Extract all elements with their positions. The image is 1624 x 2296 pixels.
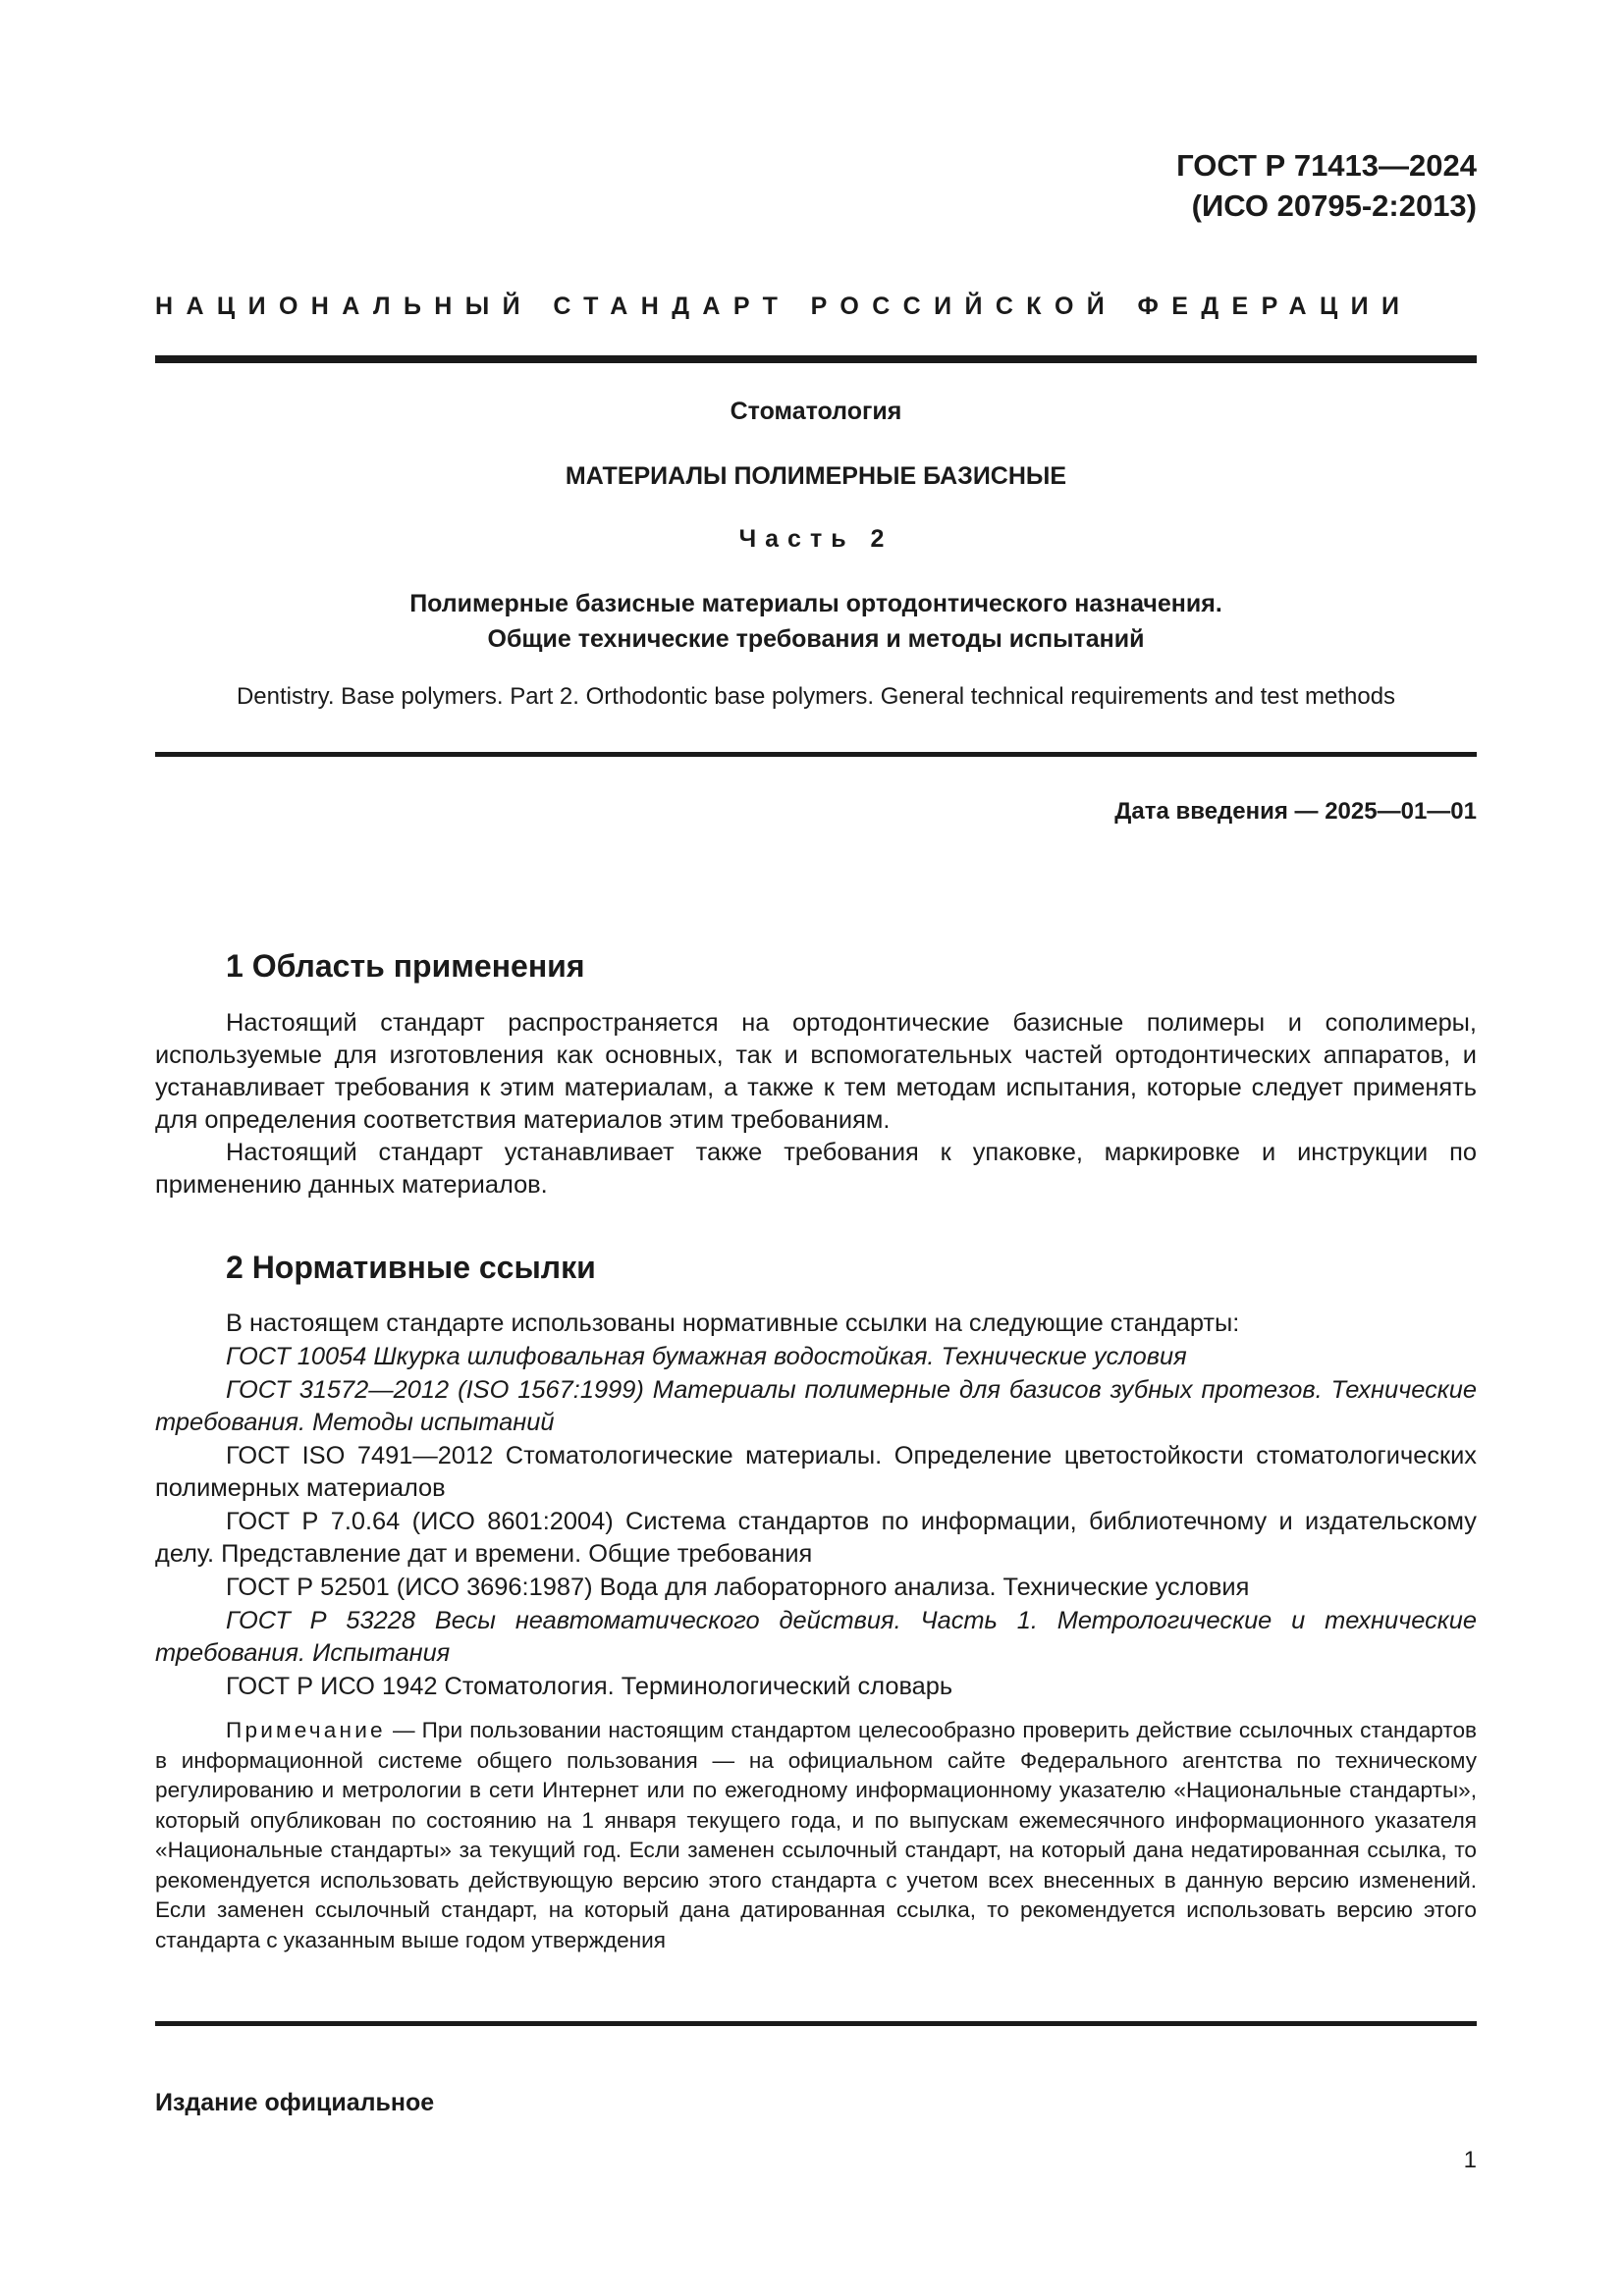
reference-item: ГОСТ ISO 7491—2012 Стоматологические материалы. Определение цветостойкости стоматологических полимерных материалов	[155, 1442, 1477, 1502]
section-2-heading: 2 Нормативные ссылки	[226, 1250, 596, 1285]
reference-item: ГОСТ 10054 Шкурка шлифовальная бумажная водостойкая. Технические условия	[226, 1343, 1187, 1370]
iso-number: (ИСО 20795-2:2013)	[1191, 188, 1477, 223]
section-1-paragraph-2: Настоящий стандарт устанавливает также требования к упаковке, маркировке и инструкции по применению данных материалов.	[155, 1139, 1477, 1199]
reference-item: ГОСТ Р 7.0.64 (ИСО 8601:2004) Система стандартов по информации, библиотечному и издательскому делу. Представление дат и времени. Общие требования	[155, 1508, 1477, 1568]
section-2-intro: В настоящем стандарте использованы нормативные ссылки на следующие стандарты:	[226, 1309, 1240, 1337]
introduction-date: Дата введения — 2025—01—01	[1114, 798, 1477, 825]
national-standard-banner: НАЦИОНАЛЬНЫЙ СТАНДАРТ РОССИЙСКОЙ ФЕДЕРАЦИИ	[155, 293, 1413, 320]
part-title: Часть 2	[738, 525, 893, 553]
section-1-heading: 1 Область применения	[226, 948, 585, 984]
official-edition-label: Издание официальное	[155, 2089, 435, 2116]
reference-item: ГОСТ 31572—2012 (ISO 1567:1999) Материалы полимерные для базисов зубных протезов. Технические требования. Методы испытаний	[155, 1376, 1477, 1436]
reference-item: ГОСТ Р 52501 (ИСО 3696:1987) Вода для лабораторного анализа. Технические условия	[226, 1574, 1250, 1601]
subtitle-line-1: Полимерные базисные материалы ортодонтического назначения.	[409, 590, 1222, 617]
title-divider	[155, 752, 1477, 757]
gost-number: ГОСТ Р 71413—2024	[1176, 148, 1477, 183]
reference-item: ГОСТ Р 53228 Весы неавтоматического действия. Часть 1. Метрологические и технические требования. Испытания	[155, 1607, 1477, 1667]
section-1-paragraph-1: Настоящий стандарт распространяется на ортодонтические базисные полимеры и сополимеры, используемые для изготовления как основных, так и вспомогательных частей ортодонтических аппаратов, и устанавливает требования к этим материалам, а также к тем методам испытания, которые следует применять для определения соответствия материалов этим требованиям.	[155, 1009, 1477, 1134]
field-title: Стоматология	[730, 398, 902, 425]
main-title: МАТЕРИАЛЫ ПОЛИМЕРНЫЕ БАЗИСНЫЕ	[565, 462, 1067, 490]
top-divider	[155, 355, 1477, 363]
reference-item: ГОСТ Р ИСО 1942 Стоматология. Терминологический словарь	[226, 1673, 953, 1700]
references-note	[155, 1716, 1477, 1955]
document-designation	[888, 145, 1477, 226]
note-text: — При пользовании настоящим стандартом целесообразно проверить действие ссылочных стандартов в информационной системе общего пользования — на официальном сайте Федерального агентства по техническому регулированию и метрологии в сети Интернет или по ежегодному информационному указателю «Национальные стандарты», который опубликован по состоянию на 1 января текущего года, и по выпускам ежемесячного информационного указателя «Национальные стандарты» за текущий год. Если заменен ссылочный стандарт, на который дана недатированная ссылка, то рекомендуется использовать действующую версию этого стандарта с учетом всех внесенных в данную версию изменений. Если заменен ссылочный стандарт, на который дана датированная ссылка, то рекомендуется использовать версию этого стандарта с указанным выше годом утверждения	[155, 1718, 1478, 1952]
page-number: 1	[1463, 2147, 1477, 2173]
english-title: Dentistry. Base polymers. Part 2. Orthodontic base polymers. General technical requirements and test methods	[236, 683, 1396, 710]
note-label: Примечание	[226, 1718, 386, 1742]
subtitle-line-2: Общие технические требования и методы испытаний	[487, 625, 1145, 653]
footer-divider	[155, 2021, 1477, 2026]
